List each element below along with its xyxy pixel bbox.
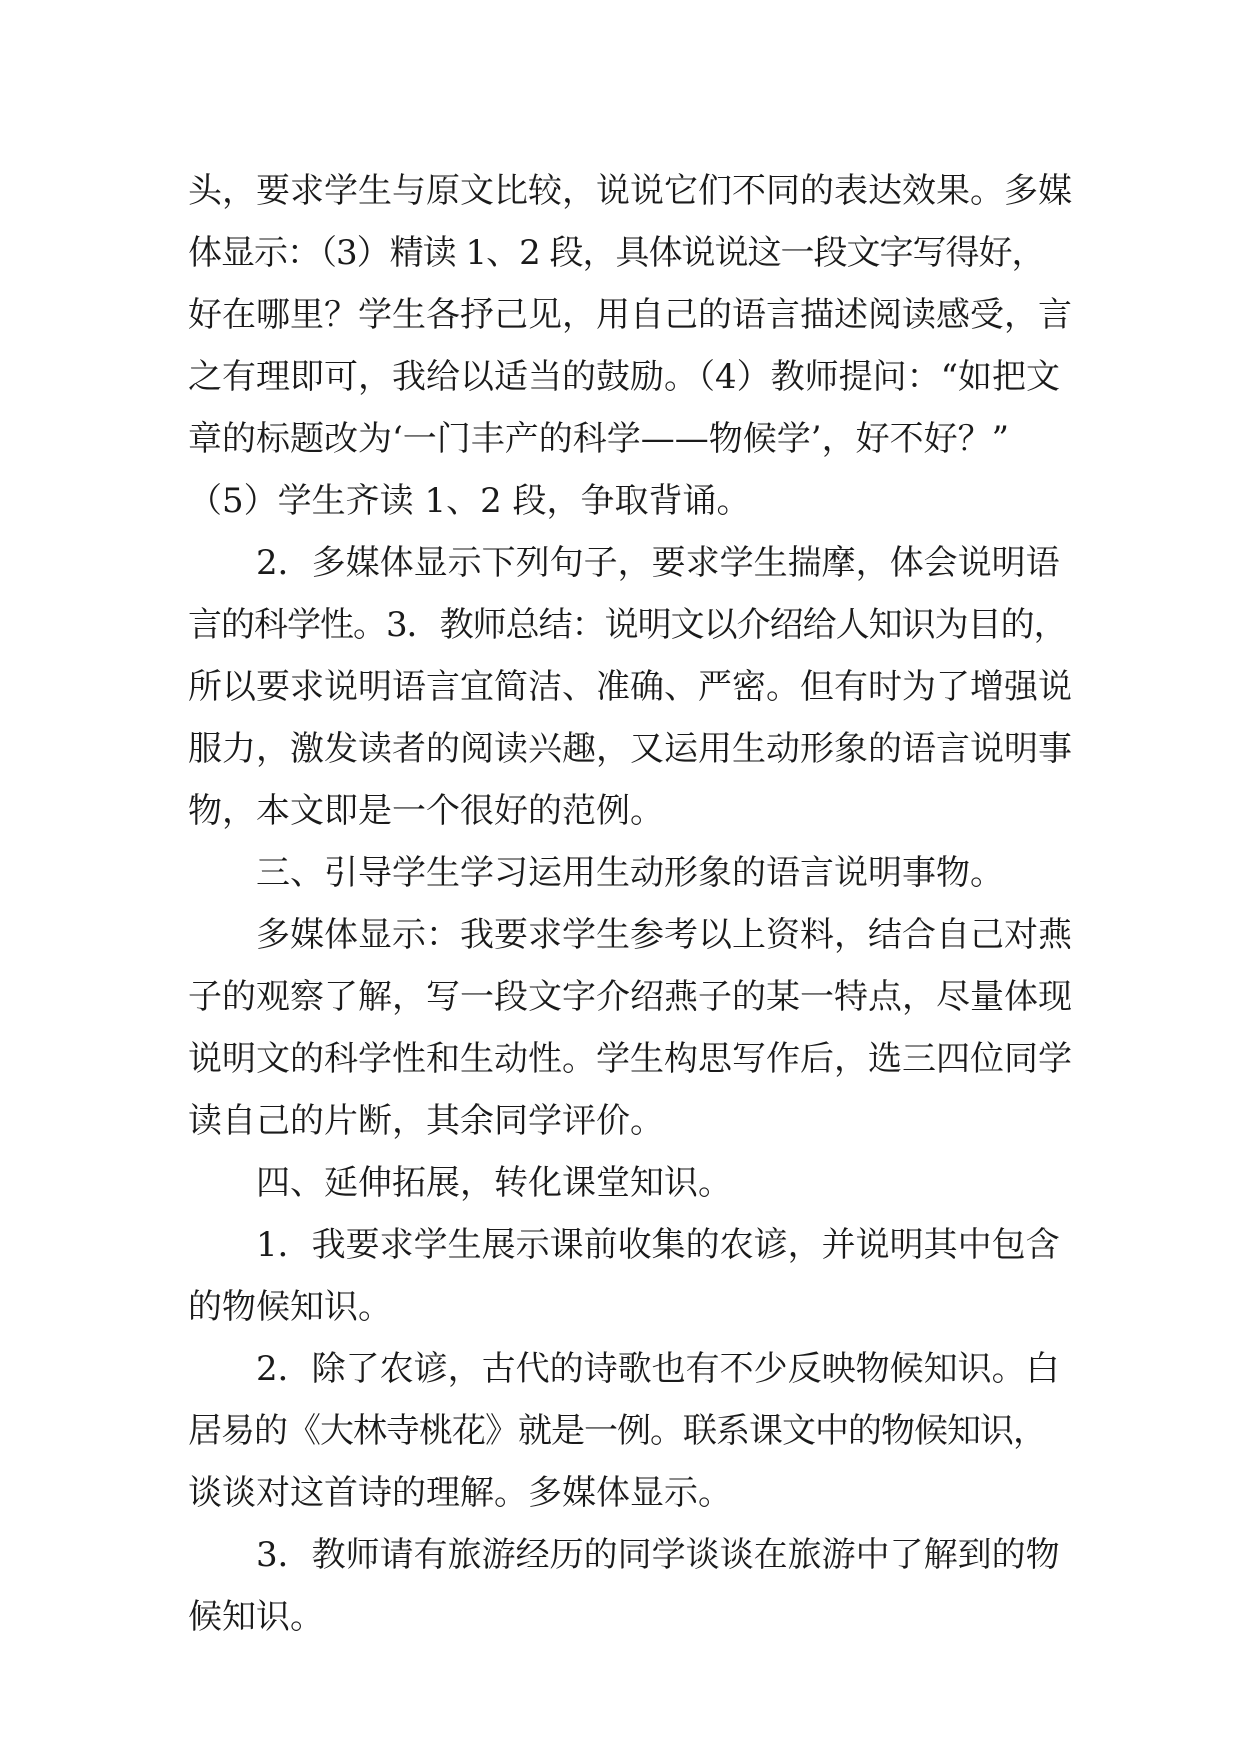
text-line: 头，要求学生与原文比较，说说它们不同的表达效果。多媒 — [188, 171, 1072, 211]
text-line: 之有理即可，我给以适当的鼓励。（4）教师提问：“如把文 — [188, 357, 1061, 397]
text-line: 四、延伸拓展，转化课堂知识。 — [256, 1163, 732, 1203]
text-line: 2．除了农谚，古代的诗歌也有不少反映物候知识。白 — [256, 1349, 1060, 1389]
text-line: 2．多媒体显示下列句子，要求学生揣摩，体会说明语 — [256, 543, 1060, 583]
text-line: 1．我要求学生展示课前收集的农谚，并说明其中包含 — [256, 1225, 1060, 1265]
text-line: 候知识。 — [188, 1597, 324, 1637]
text-line: 的物候知识。 — [188, 1287, 392, 1327]
text-line: 服力，激发读者的阅读兴趣，又运用生动形象的语言说明事 — [188, 729, 1072, 769]
text-line: 言的科学性。3．教师总结：说明文以介绍给人知识为目的， — [188, 605, 1067, 645]
text-line: 体显示：（3）精读 1、2 段，具体说说这一段文字写得好， — [188, 233, 1045, 273]
text-line: 好在哪里？学生各抒己见，用自己的语言描述阅读感受，言 — [188, 295, 1072, 335]
document-body — [188, 160, 1072, 1648]
text-line: 所以要求说明语言宜简洁、准确、严密。但有时为了增强说 — [188, 667, 1072, 707]
text-line: 三、引导学生学习运用生动形象的语言说明事物。 — [256, 853, 1004, 893]
text-line: 章的标题改为‘一门丰产的科学——物候学’，好不好？” — [188, 419, 1009, 459]
text-line: 谈谈对这首诗的理解。多媒体显示。 — [188, 1473, 732, 1513]
text-line: 居易的《大林寺桃花》就是一例。联系课文中的物候知识， — [188, 1411, 1046, 1451]
text-line: （5）学生齐读 1、2 段，争取背诵。 — [188, 481, 751, 521]
text-line: 3．教师请有旅游经历的同学谈谈在旅游中了解到的物 — [256, 1535, 1060, 1575]
text-line: 子的观察了解，写一段文字介绍燕子的某一特点，尽量体现 — [188, 977, 1072, 1017]
text-line: 物，本文即是一个很好的范例。 — [188, 791, 664, 831]
text-line: 读自己的片断，其余同学评价。 — [188, 1101, 664, 1141]
text-line: 说明文的科学性和生动性。学生构思写作后，选三四位同学 — [188, 1039, 1072, 1079]
text-line: 多媒体显示：我要求学生参考以上资料，结合自己对燕 — [256, 915, 1072, 955]
